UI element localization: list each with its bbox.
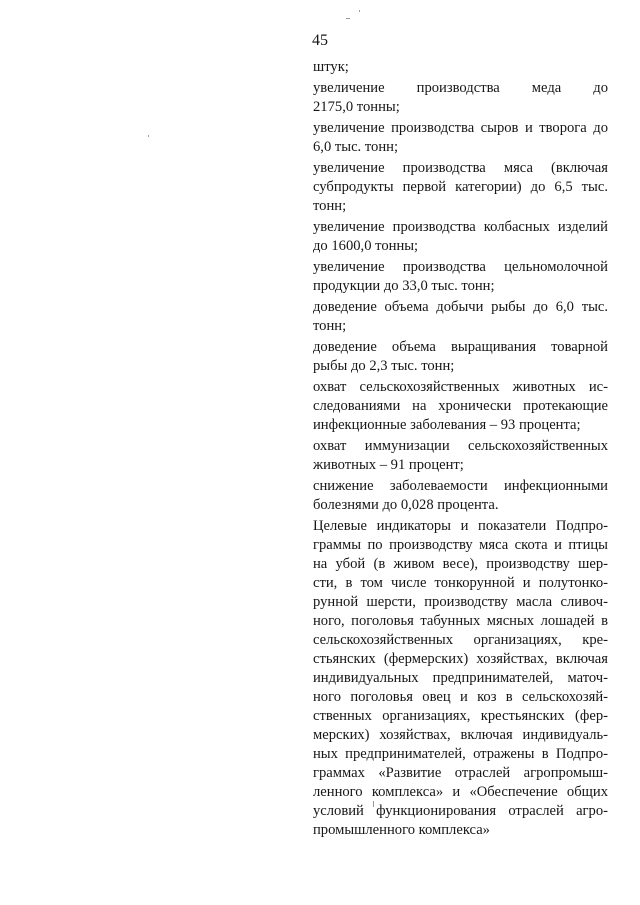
- paragraph-target-indicators: [313, 517, 608, 840]
- text-line: доведение объема выращивания товарной: [313, 339, 608, 355]
- text-line: продукции до 33,0 тыс. тонн;: [313, 278, 495, 294]
- text-line: болезнями до 0,028 процента.: [313, 497, 499, 513]
- body-text: [313, 58, 608, 842]
- text-line: субпродукты первой категории) до 6,5 тыс.: [313, 179, 608, 195]
- page-number: 45: [312, 32, 328, 49]
- text-line: следованиями на хронически протекающие: [313, 398, 608, 414]
- text-line: снижение заболеваемости инфекционными: [313, 478, 608, 494]
- text-line: граммах «Развитие отраслей агропромыш-: [313, 765, 608, 781]
- paragraph-cheese: [313, 119, 608, 157]
- scan-mark-left: [148, 135, 149, 137]
- text-line: 6,0 тыс. тонн;: [313, 139, 399, 155]
- text-line: тонн;: [313, 318, 347, 334]
- text-line: Целевые индикаторы и показатели Подпро-: [313, 518, 608, 534]
- paragraph-whole-milk: [313, 258, 608, 296]
- paragraph-immunization: [313, 437, 608, 475]
- paragraph-disease-reduction: [313, 477, 608, 515]
- paragraph-sausage: [313, 218, 608, 256]
- text-line: охват иммунизации сельскохозяйственных: [313, 438, 608, 454]
- text-line: увеличение производства колбасных изделий: [313, 219, 608, 235]
- text-line: сельскохозяйственных организациях, кре-: [313, 632, 608, 648]
- paragraph-fish-farming: [313, 338, 608, 376]
- text-line: условий функционирования отраслей агро-: [313, 803, 608, 819]
- text-line: увеличение производства сыров и творога до: [313, 120, 608, 136]
- text-line: граммы по производству мяса скота и птицы: [313, 537, 608, 553]
- text-line: рунной шерсти, производству масла сливоч-: [313, 594, 608, 610]
- text-line: охват сельскохозяйственных животных ис-: [313, 379, 608, 395]
- text-line: тонн;: [313, 198, 347, 214]
- paragraph-honey: [313, 79, 608, 117]
- text-line: рыбы до 2,3 тыс. тонн;: [313, 358, 455, 374]
- text-line: ного поголовья овец и коз в сельскохозяй-: [313, 689, 608, 705]
- text-line: на убой (в живом весе), производству шер-: [313, 556, 608, 572]
- scan-mark-top-dash: [346, 18, 350, 19]
- text-line: промышленного комплекса»: [313, 822, 490, 838]
- text-line: штук;: [313, 59, 349, 75]
- text-line: животных – 91 процент;: [313, 457, 464, 473]
- text-line: стьянских (фермерских) хозяйствах, включая: [313, 651, 608, 667]
- text-line: до 1600,0 тонны;: [313, 238, 419, 254]
- text-line: ственных организациях, крестьянских (фер-: [313, 708, 608, 724]
- text-line: доведение объема добычи рыбы до 6,0 тыс.: [313, 299, 608, 315]
- text-line: увеличение производства меда до: [313, 80, 608, 96]
- text-line: ного, поголовья табунных мясных лошадей в: [313, 613, 608, 629]
- text-line: ленного комплекса» и «Обеспечение общих: [313, 784, 608, 800]
- paragraph-meat: [313, 159, 608, 216]
- paragraph-unit: [313, 58, 608, 77]
- paragraph-animal-research: [313, 378, 608, 435]
- paragraph-fish-catch: [313, 298, 608, 336]
- text-line: индивидуальных предпринимателей, маточ-: [313, 670, 608, 686]
- text-line: 2175,0 тонны;: [313, 99, 400, 115]
- text-line: мерских) хозяйствах, включая индивидуаль-: [313, 727, 608, 743]
- text-line: увеличение производства цельномолочной: [313, 259, 608, 275]
- text-line: сти, в том числе тонкорунной и полутонко-: [313, 575, 608, 591]
- text-line: увеличение производства мяса (включая: [313, 160, 608, 176]
- text-line: ных предпринимателей, отражены в Подпро-: [313, 746, 608, 762]
- scan-mark-top-dot: [359, 10, 360, 12]
- text-line: инфекционные заболевания – 93 процента;: [313, 417, 581, 433]
